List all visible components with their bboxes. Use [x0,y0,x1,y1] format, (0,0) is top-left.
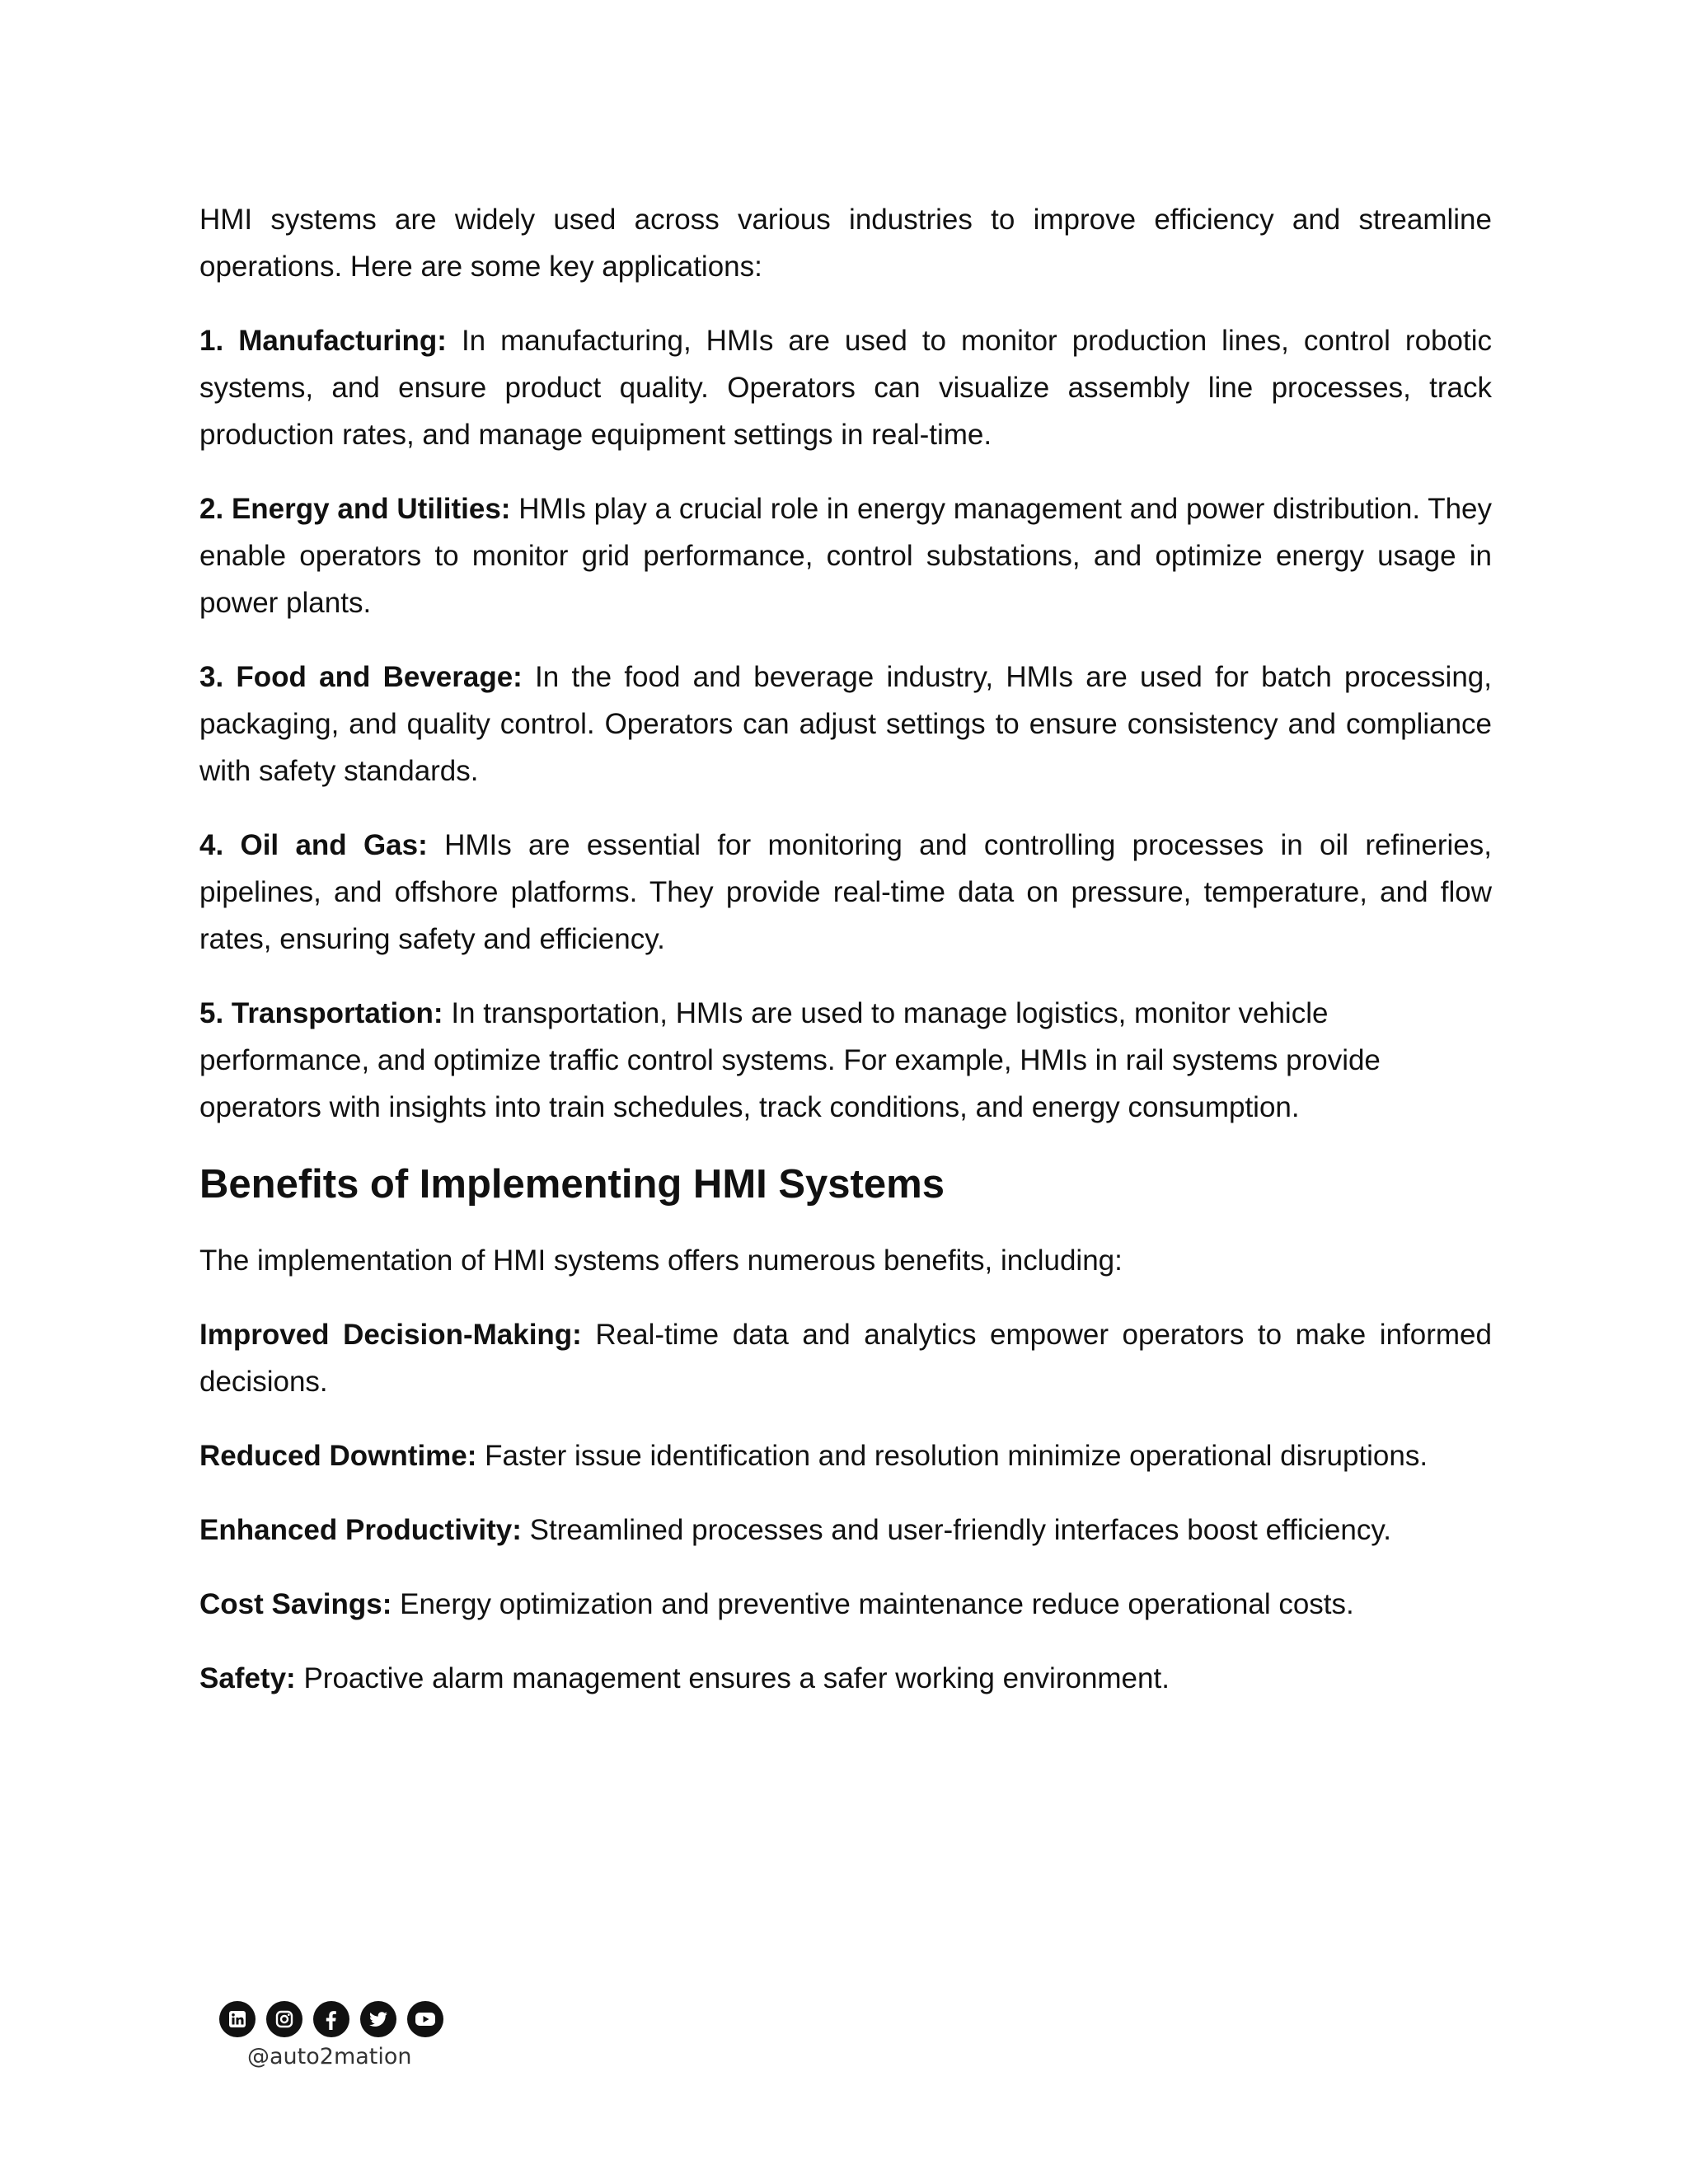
application-transportation [199,990,1492,1131]
application-label: 2. Energy and Utilities: [199,493,511,525]
social-handle: @auto2mation [247,2044,412,2069]
benefit-label: Reduced Downtime: [199,1440,477,1472]
social-footer [219,2001,467,2069]
benefit-text: Energy optimization and preventive maintenance reduce operational costs. [392,1588,1354,1620]
application-food [199,654,1492,794]
benefit-text: Real-time data and analytics empower operators to make informed decisions. [199,1319,1492,1398]
benefit-downtime [199,1432,1492,1479]
facebook-icon[interactable] [313,2001,349,2037]
application-oil-gas [199,822,1492,963]
application-text: In transportation, HMIs are used to manage logistics, monitor vehicle performance, and optimize traffic control systems. For example, HMIs in rail systems provide operators with insights into train schedules, track conditions, and energy consumption. [199,997,1381,1123]
benefit-safety [199,1655,1492,1702]
benefit-productivity [199,1507,1492,1554]
benefits-intro: The implementation of HMI systems offers numerous benefits, including: [199,1244,1123,1277]
application-manufacturing [199,317,1492,458]
benefit-text: Streamlined processes and user-friendly interfaces boost efficiency. [521,1514,1391,1546]
linkedin-icon[interactable] [219,2001,256,2037]
benefit-decision-making [199,1311,1492,1405]
benefit-label: Cost Savings: [199,1588,392,1620]
application-text: In manufacturing, HMIs are used to monitor production lines, control robotic systems, and ensure product quality. Operators can visualize assembly line processes, track production rates, and manage equipment settings in real-time. [199,325,1492,451]
youtube-icon[interactable] [407,2001,443,2037]
application-label: 3. Food and Beverage: [199,661,523,693]
document-page [199,196,1492,1729]
application-energy [199,485,1492,626]
intro-paragraph: HMI systems are widely used across various industries to improve efficiency and streamline operations. Here are some key applications: [199,204,1492,283]
social-icons [219,2001,467,2037]
twitter-icon[interactable] [360,2001,396,2037]
instagram-icon[interactable] [266,2001,302,2037]
application-text: HMIs are essential for monitoring and controlling processes in oil refineries, pipelines, and offshore platforms. They provide real-time data on pressure, temperature, and flow rates, ensuring safety and efficiency. [199,829,1492,955]
application-label: 1. Manufacturing: [199,325,447,357]
benefit-cost-savings [199,1581,1492,1628]
application-label: 4. Oil and Gas: [199,829,428,861]
application-label: 5. Transportation: [199,997,443,1029]
benefit-label: Improved Decision-Making: [199,1319,582,1351]
application-text: HMIs play a crucial role in energy management and power distribution. They enable operators to monitor grid performance, control substations, and optimize energy usage in power plants. [199,493,1493,619]
application-text: In the food and beverage industry, HMIs are used for batch processing, packaging, and quality control. Operators can adjust settings to ensure consistency and compliance with safety standards. [199,661,1492,787]
benefit-label: Safety: [199,1662,296,1694]
benefit-label: Enhanced Productivity: [199,1514,522,1546]
benefit-text: Faster issue identification and resolution minimize operational disruptions. [476,1440,1428,1472]
benefit-text: Proactive alarm management ensures a safer working environment. [295,1662,1170,1694]
benefits-heading: Benefits of Implementing HMI Systems [199,1162,945,1207]
